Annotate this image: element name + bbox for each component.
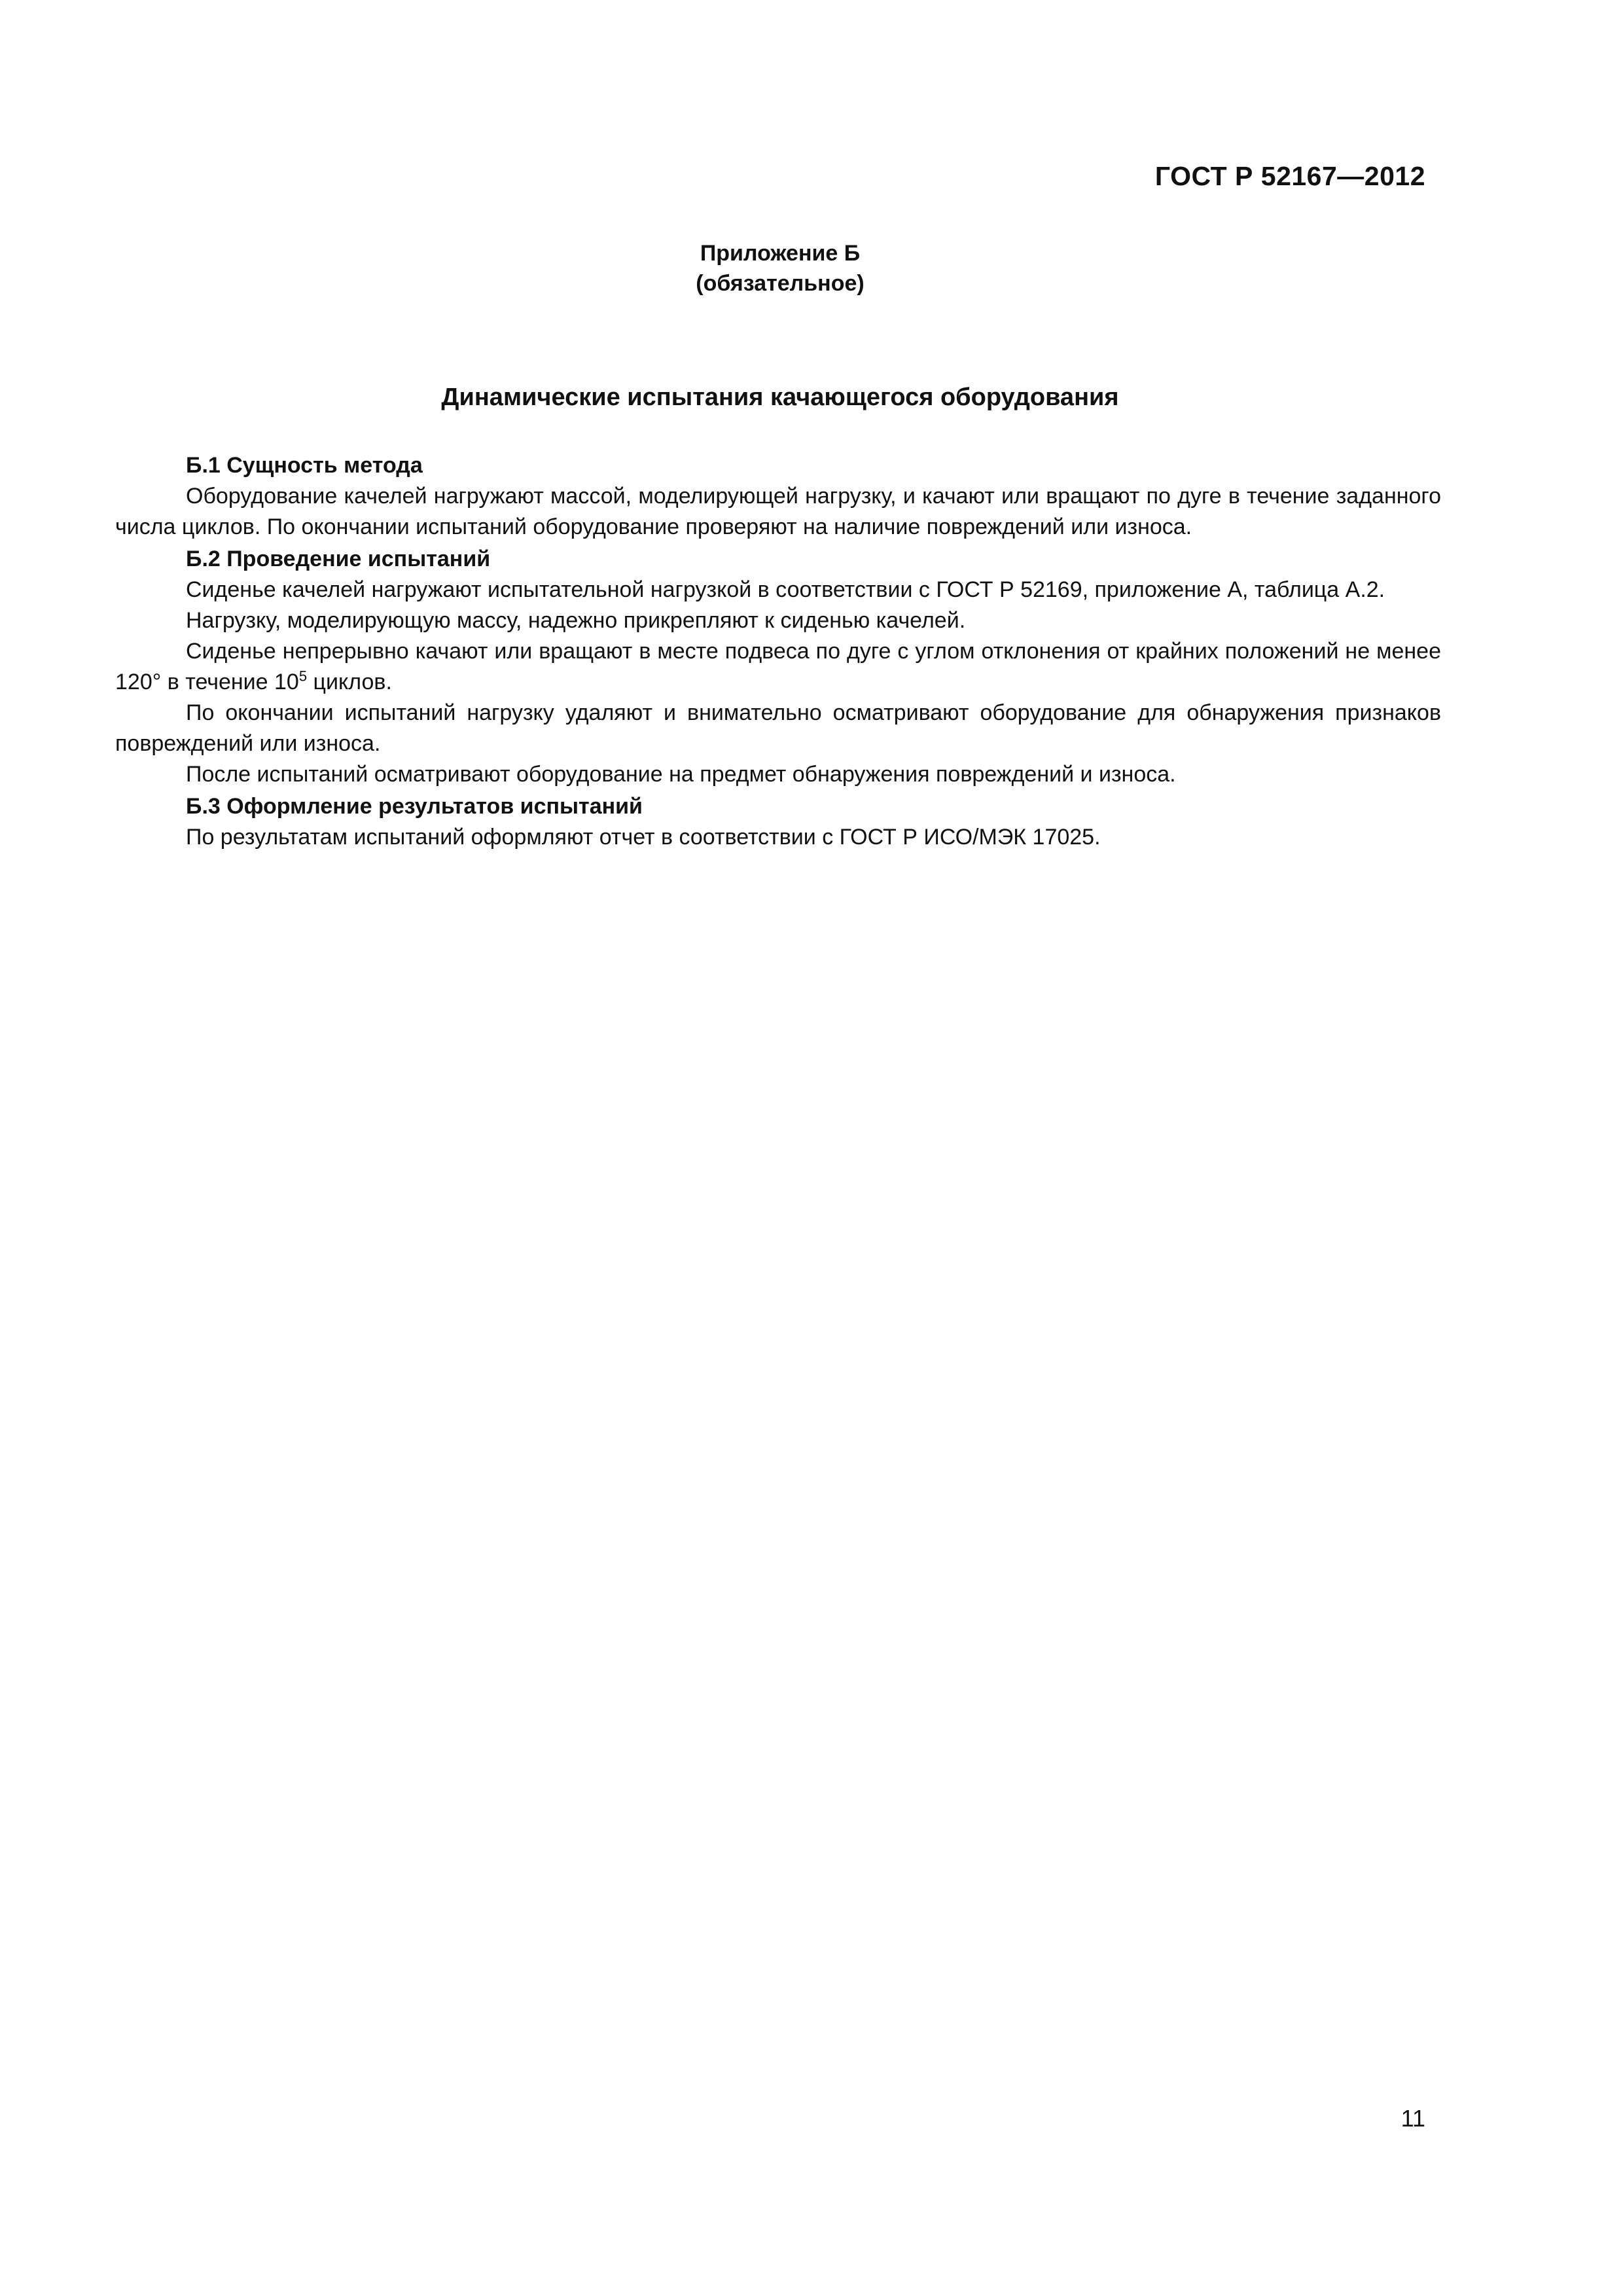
paragraph-b2-4: По окончании испытаний нагрузку удаляют и внимательно осматривают оборудование для обнаружения признаков повреждений или износа. — [115, 700, 1441, 756]
document-code: ГОСТ Р 52167—2012 — [1154, 161, 1425, 191]
paragraph-b2-3-tail: циклов. — [307, 670, 392, 694]
section-heading-b3: Б.3 Оформление результатов испытаний — [186, 794, 643, 819]
page-number: 11 — [1400, 2105, 1425, 2132]
exponent: 5 — [298, 668, 308, 685]
paragraph-b2-1: Сиденье качелей нагружают испытательной нагрузкой в соответствии с ГОСТ Р 52169, приложение А, таблица А.2. — [186, 577, 1385, 602]
section-heading-b2: Б.2 Проведение испытаний — [186, 547, 491, 571]
paragraph-b2-3 — [115, 636, 1441, 698]
paragraph-b2-5: После испытаний осматривают оборудование на предмет обнаружения повреждений и износа. — [186, 762, 1176, 787]
annex-heading — [0, 238, 1560, 298]
section-heading-b1: Б.1 Сущность метода — [186, 453, 423, 478]
annex-label: Приложение Б — [700, 241, 861, 266]
paragraph-b2-2: Нагрузку, моделирующую массу, надежно прикрепляют к сиденью качелей. — [186, 608, 966, 633]
annex-title: Динамические испытания качающегося оборудования — [441, 384, 1119, 411]
annex-body — [115, 450, 1441, 853]
paragraph-b2-3-text: Сиденье непрерывно качают или вращают в месте подвеса по дуге с углом отклонения от крайних положений не менее 120° в течение 10 — [115, 639, 1441, 694]
annex-status: (обязательное) — [696, 271, 865, 296]
paragraph-b3-1: По результатам испытаний оформляют отчет в соответствии с ГОСТ Р ИСО/МЭК 17025. — [186, 825, 1101, 850]
paragraph-b1-1: Оборудование качелей нагружают массой, моделирующей нагрузку, и качают или вращают по дуге в течение заданного числа циклов. По окончании испытаний оборудование проверяют на наличие повреждений или износа. — [115, 484, 1441, 539]
